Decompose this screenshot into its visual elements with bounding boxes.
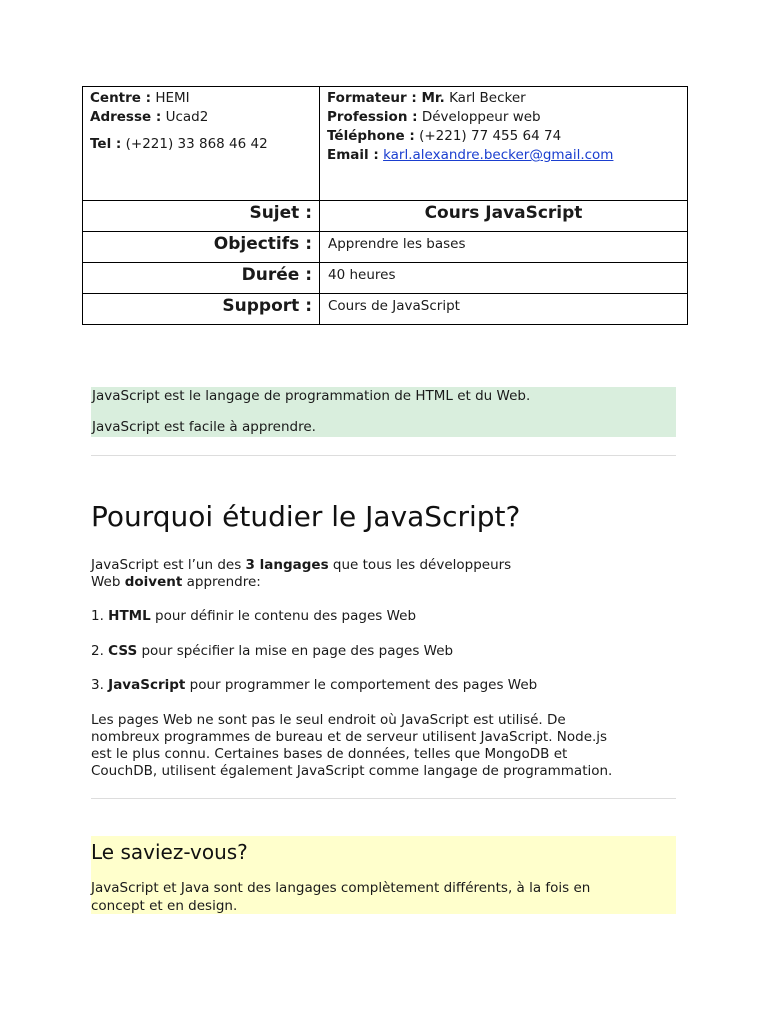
formateur-value: Karl Becker <box>449 90 526 106</box>
header-row <box>83 87 688 201</box>
adresse-line <box>90 108 312 127</box>
table-row <box>83 201 688 232</box>
list-item <box>91 677 676 694</box>
divider-2 <box>91 798 676 799</box>
list-text: pour spécifier la mise en page des pages Web <box>137 643 454 659</box>
centre-value: HEMI <box>155 90 190 106</box>
table-row <box>83 294 688 325</box>
duree-label: Durée : <box>83 263 320 294</box>
email-line <box>327 146 680 165</box>
why-text-a: JavaScript est l’un des <box>91 557 246 573</box>
intro-line-2: JavaScript est facile à apprendre. <box>92 419 316 435</box>
course-info-table <box>82 86 688 325</box>
profession-value: Développeur web <box>421 109 541 125</box>
divider-1 <box>91 455 676 456</box>
list-term: CSS <box>108 643 138 659</box>
tel-value: (+221) 33 868 46 42 <box>125 136 268 152</box>
centre-info-cell <box>83 87 320 201</box>
did-you-know-box <box>91 836 676 914</box>
list-number: 1. <box>91 608 109 624</box>
table-row <box>83 263 688 294</box>
objectifs-value: Apprendre les bases <box>320 232 688 263</box>
list-item <box>91 643 676 660</box>
sujet-label: Sujet : <box>83 201 320 232</box>
intro-line-1: JavaScript est le langage de programmation de HTML et du Web. <box>92 388 531 404</box>
usage-line-2: nombreux programmes de bureau et de serveur utilisent JavaScript. Node.js <box>91 729 608 745</box>
adresse-label: Adresse : <box>90 109 162 125</box>
section-title: Pourquoi étudier le JavaScript? <box>91 500 521 533</box>
telephone-value: (+221) 77 455 64 74 <box>419 128 562 144</box>
list-text: pour définir le contenu des pages Web <box>150 608 417 624</box>
intro-highlight-box <box>91 387 676 437</box>
why-text-f: apprendre: <box>182 574 261 590</box>
profession-line <box>327 108 680 127</box>
adresse-value: Ucad2 <box>165 109 209 125</box>
support-label: Support : <box>83 294 320 325</box>
trainer-info-cell <box>320 87 688 201</box>
why-bold-doivent: doivent <box>124 574 183 590</box>
did-you-know-text <box>91 879 676 915</box>
note-line-2: concept et en design. <box>91 898 238 914</box>
email-link[interactable]: karl.alexandre.becker@gmail.com <box>383 147 614 163</box>
telephone-line <box>327 127 680 146</box>
centre-line <box>90 89 312 108</box>
list-number: 3. <box>91 677 109 693</box>
list-term: JavaScript <box>108 677 186 693</box>
why-bold-langages: 3 langages <box>245 557 329 573</box>
usage-paragraph <box>91 712 676 780</box>
objectifs-label: Objectifs : <box>83 232 320 263</box>
list-item <box>91 608 676 625</box>
list-text: pour programmer le comportement des pages Web <box>185 677 538 693</box>
email-label: Email : <box>327 147 379 163</box>
table-row <box>83 232 688 263</box>
usage-line-4: CouchDB, utilisent également JavaScript comme langage de programmation. <box>91 763 613 779</box>
why-text-d: Web <box>91 574 125 590</box>
support-value: Cours de JavaScript <box>320 294 688 325</box>
tel-line <box>90 135 312 154</box>
centre-label: Centre : <box>90 90 152 106</box>
why-text-c: que tous les développeurs <box>328 557 512 573</box>
profession-label: Profession : <box>327 109 418 125</box>
formateur-line <box>327 89 680 108</box>
why-paragraph <box>91 557 676 591</box>
duree-value: 40 heures <box>320 263 688 294</box>
usage-line-1: Les pages Web ne sont pas le seul endroit où JavaScript est utilisé. De <box>91 712 566 728</box>
did-you-know-title: Le saviez-vous? <box>91 840 248 864</box>
telephone-label: Téléphone : <box>327 128 415 144</box>
note-line-1: JavaScript et Java sont des langages complètement différents, à la fois en <box>91 880 591 896</box>
formateur-label: Formateur : Mr. <box>327 90 445 106</box>
usage-line-3: est le plus connu. Certaines bases de données, telles que MongoDB et <box>91 746 568 762</box>
sujet-value: Cours JavaScript <box>320 201 688 232</box>
list-number: 2. <box>91 643 109 659</box>
list-term: HTML <box>108 608 151 624</box>
tel-label: Tel : <box>90 136 122 152</box>
